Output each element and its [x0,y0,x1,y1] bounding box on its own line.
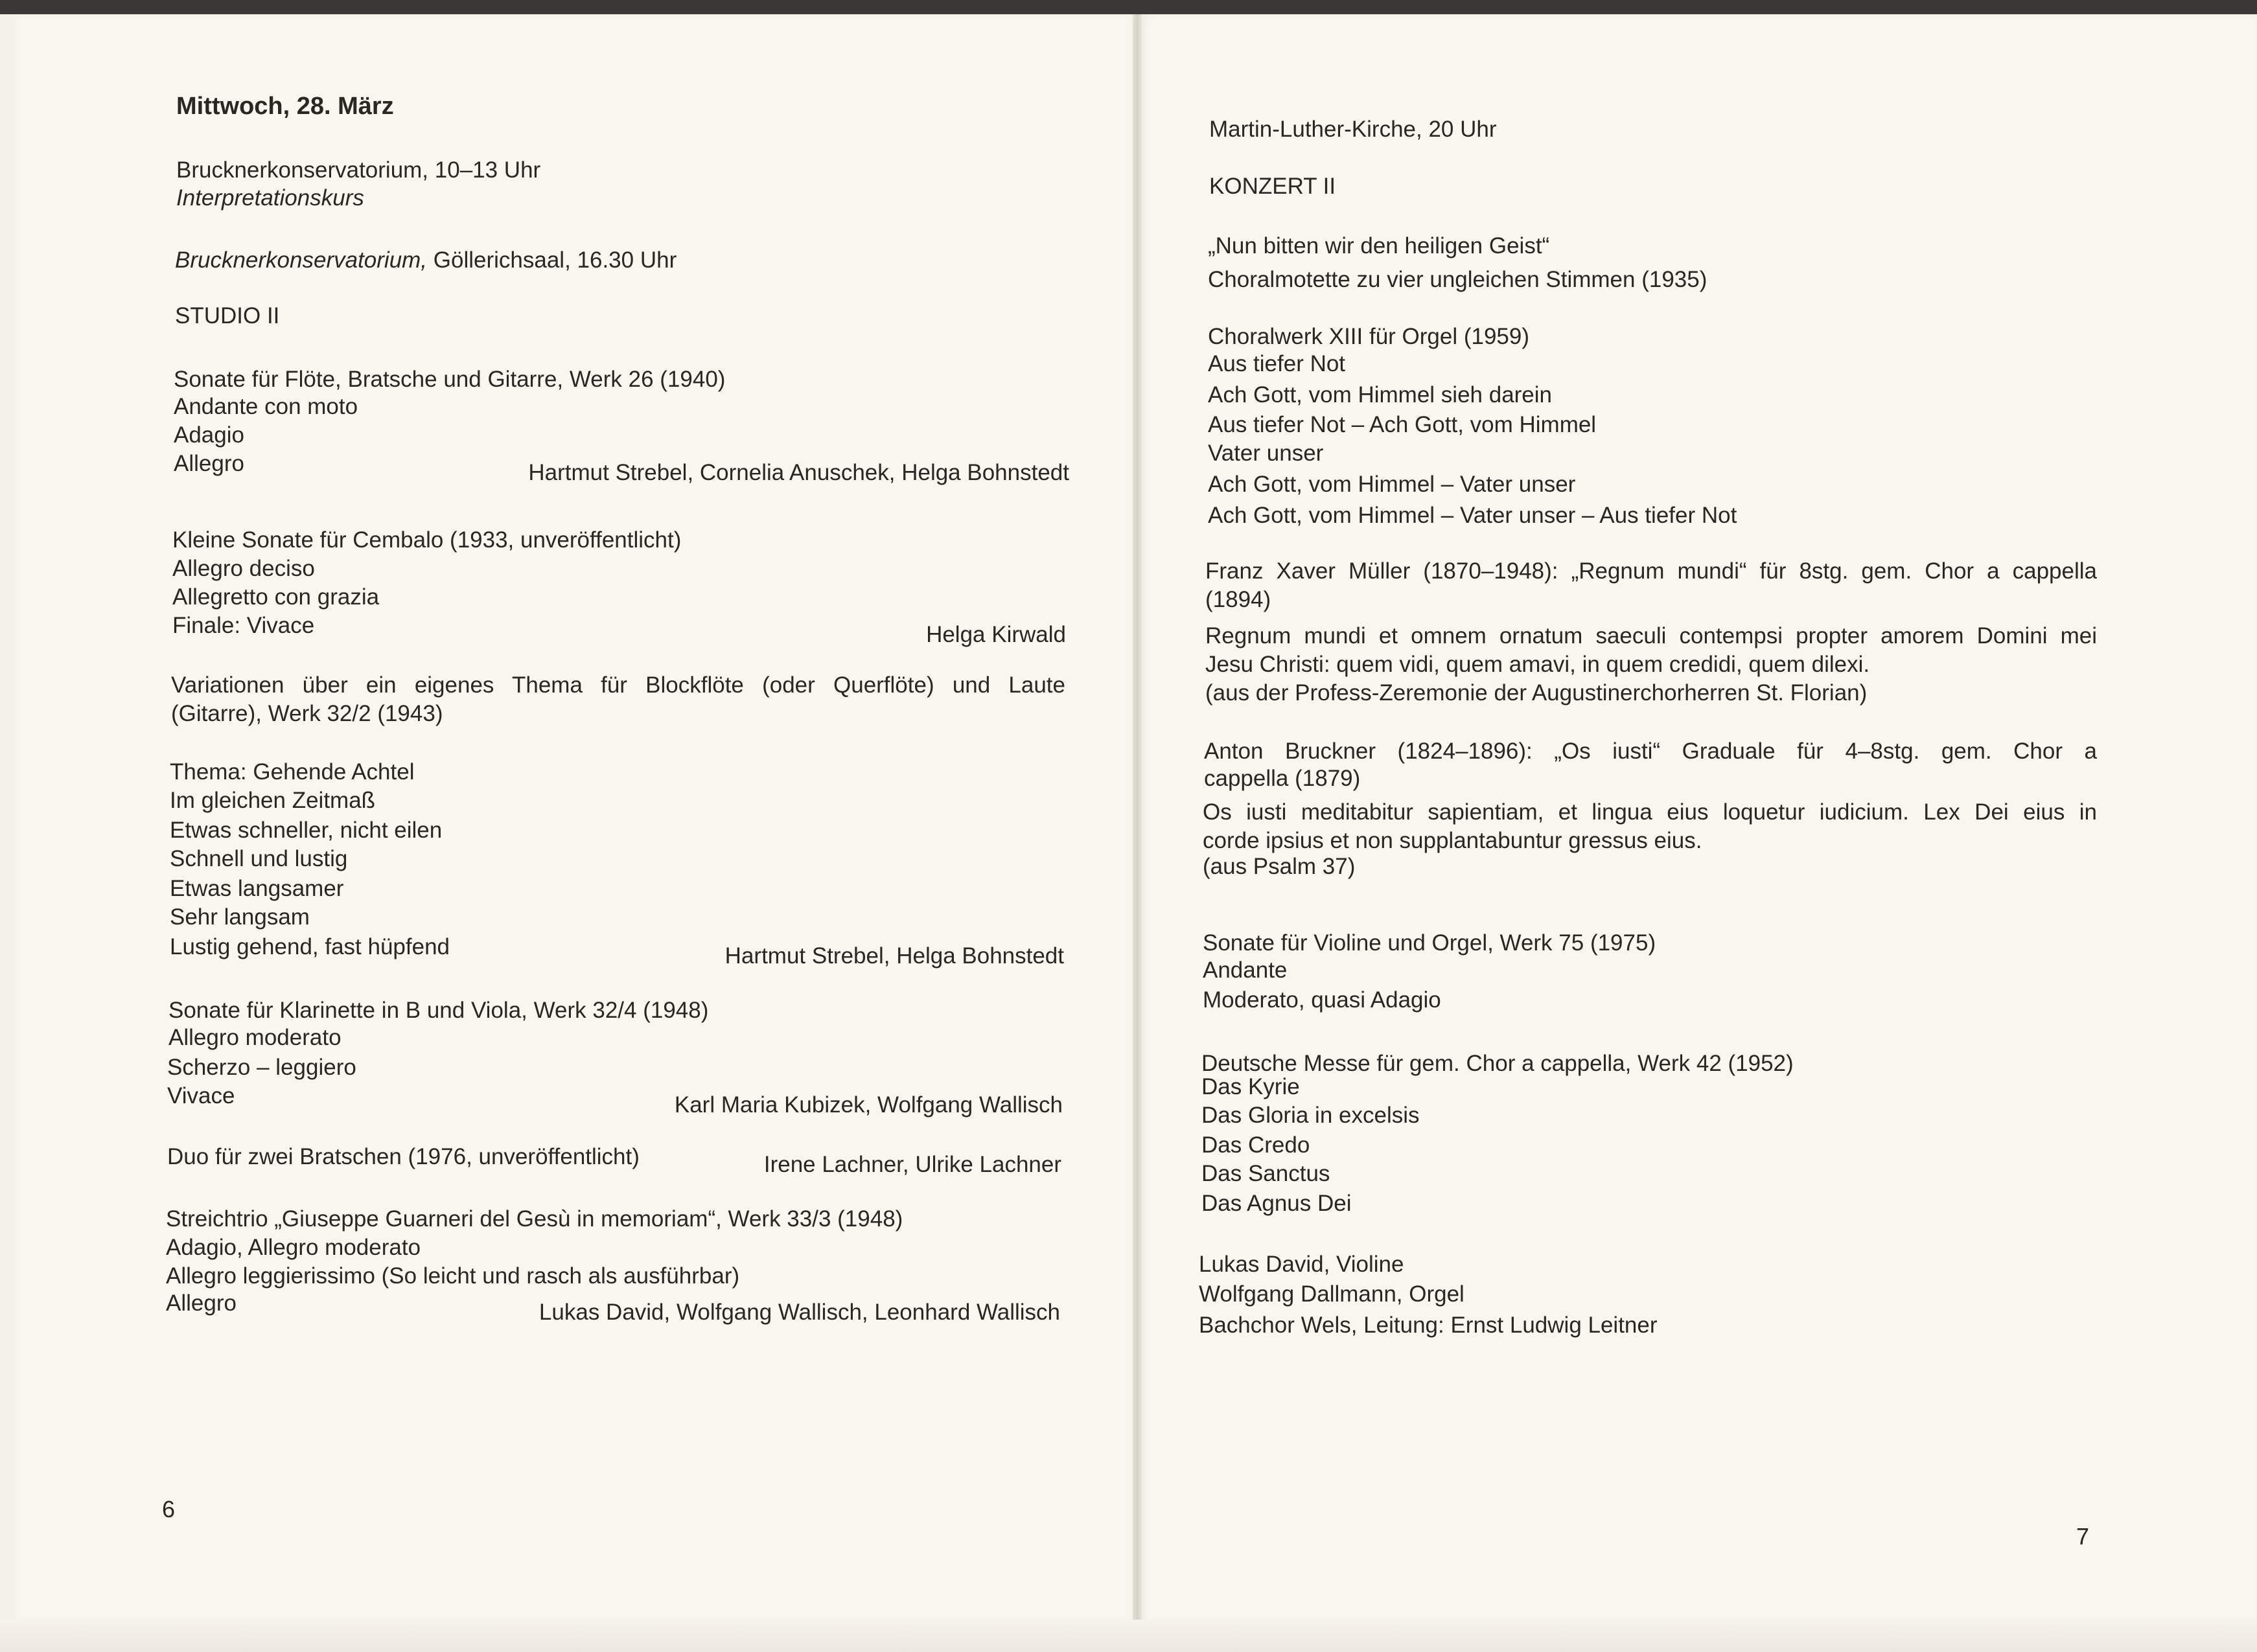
work-title: Anton Bruckner (1824–1896): „Os iusti“ Graduale für 4–8stg. gem. Chor a [1204,739,2097,764]
movement: Lustig gehend, fast hüpfend [170,934,450,959]
work-title: Sonate für Klarinette in B und Viola, Werk 32/4 (1948) [168,998,709,1023]
performers: Irene Lachner, Ulrike Lachner [763,1152,1061,1177]
movement: Andante con moto [174,394,358,419]
movement: Thema: Gehende Achtel [170,759,415,785]
performer-line: Wolfgang Dallmann, Orgel [1199,1281,1464,1307]
text-line: Os iusti meditabitur sapientiam, et lingua eius loquetur iudicium. Lex Dei eius in [1203,799,2097,825]
work-title: Franz Xaver Müller (1870–1948): „Regnum mundi“ für 8stg. gem. Chor a cappella [1205,558,2097,584]
movement: Ach Gott, vom Himmel sieh darein [1208,382,1553,407]
movement: Ach Gott, vom Himmel – Vater unser – Aus tiefer Not [1208,503,1737,528]
movement: Sehr langsam [170,904,310,930]
movement: Das Agnus Dei [1201,1191,1352,1216]
movement: Im gleichen Zeitmaß [170,788,376,813]
venue-name: Brucknerkonservatorium, [175,247,428,273]
work-title: „Nun bitten wir den heiligen Geist“ [1208,233,1550,258]
performers: Lukas David, Wolfgang Wallisch, Leonhard Wallisch [538,1300,1060,1325]
movement: Das Gloria in excelsis [1201,1103,1420,1128]
work-title: Choralwerk XIII für Orgel (1959) [1208,324,1530,349]
performers: Hartmut Strebel, Helga Bohnstedt [724,943,1064,969]
movement: Vater unser [1208,441,1324,466]
work-title: Deutsche Messe für gem. Chor a cappella, Werk 42 (1952) [1201,1051,1794,1076]
work-title-continued: (Gitarre), Werk 32/2 (1943) [171,701,443,726]
book-spine [1133,14,1142,1652]
movement: Allegro leggierissimo (So leicht und rasch als ausführbar) [166,1263,740,1289]
work-year: cappella (1879) [1204,766,1361,791]
performer-line: Bachchor Wels, Leitung: Ernst Ludwig Leitner [1199,1313,1658,1338]
movement: Finale: Vivace [172,613,315,638]
movement: Das Kyrie [1201,1074,1300,1099]
movement: Allegretto con grazia [172,584,380,610]
event-venue: Brucknerkonservatorium, 10–13 Uhr [176,157,541,183]
movement: Andante [1203,958,1288,983]
movement: Scherzo – leggiero [167,1055,356,1080]
movement: Etwas schneller, nicht eilen [170,818,443,843]
text-source: (aus der Profess-Zeremonie der Augustinerchorherren St. Florian) [1205,680,1868,706]
venue-details: Göllerichsaal, 16.30 Uhr [427,247,677,273]
movement: Adagio [174,422,244,448]
scan-bottom-edge [0,1620,2257,1652]
movement: Adagio, Allegro moderato [166,1235,421,1260]
day-heading: Mittwoch, 28. März [176,93,394,120]
work-title: Streichtrio „Giuseppe Guarneri del Gesù in memoriam“, Werk 33/3 (1948) [166,1206,903,1232]
text-source: (aus Psalm 37) [1203,854,1356,879]
event-venue [175,246,677,275]
text-line: corde ipsius et non supplantabuntur gressus eius. [1203,828,1702,853]
movement: Allegro [174,451,244,476]
movement: Aus tiefer Not [1208,351,1346,376]
performer-line: Lukas David, Violine [1199,1252,1404,1277]
movement: Allegro [166,1291,237,1316]
performers: Hartmut Strebel, Cornelia Anuschek, Helga Bohnstedt [528,460,1069,485]
event-venue: Martin-Luther-Kirche, 20 Uhr [1209,117,1497,142]
work-title: Duo für zwei Bratschen (1976, unveröffentlicht) [167,1144,640,1169]
movement: Aus tiefer Not – Ach Gott, vom Himmel [1208,412,1597,437]
movement: Schnell und lustig [170,846,348,871]
work-year: (1894) [1205,587,1271,612]
movement: Etwas langsamer [170,876,344,901]
work-title: Sonate für Violine und Orgel, Werk 75 (1975) [1203,930,1656,956]
movement: Moderato, quasi Adagio [1203,987,1441,1013]
work-subtitle: Choralmotette zu vier ungleichen Stimmen (1935) [1208,267,1707,292]
work-title: Sonate für Flöte, Bratsche und Gitarre, Werk 26 (1940) [174,367,726,392]
scan-top-edge [0,0,2257,14]
work-title: Kleine Sonate für Cembalo (1933, unveröffentlicht) [172,527,682,553]
movement: Allegro moderato [168,1025,341,1050]
work-title: Variationen über ein eigenes Thema für Blockflöte (oder Querflöte) und Laute [171,672,1065,698]
text-line: Regnum mundi et omnem ornatum saeculi contempsi propter amorem Domini mei [1205,623,2097,648]
movement: Das Sanctus [1201,1161,1330,1186]
movement: Ach Gott, vom Himmel – Vater unser [1208,472,1576,497]
program-title: KONZERT II [1209,174,1336,199]
movement: Allegro deciso [172,556,315,581]
performers: Karl Maria Kubizek, Wolfgang Wallisch [674,1092,1063,1118]
performers: Helga Kirwald [926,622,1066,647]
movement: Vivace [167,1083,235,1108]
program-title: STUDIO II [175,303,280,328]
movement: Das Credo [1201,1132,1310,1158]
text-line: Jesu Christi: quem vidi, quem amavi, in quem credidi, quem dilexi. [1205,652,1870,677]
page-number: 6 [162,1496,176,1522]
page-number: 7 [2076,1523,2090,1550]
event-title: Interpretationskurs [176,185,364,211]
